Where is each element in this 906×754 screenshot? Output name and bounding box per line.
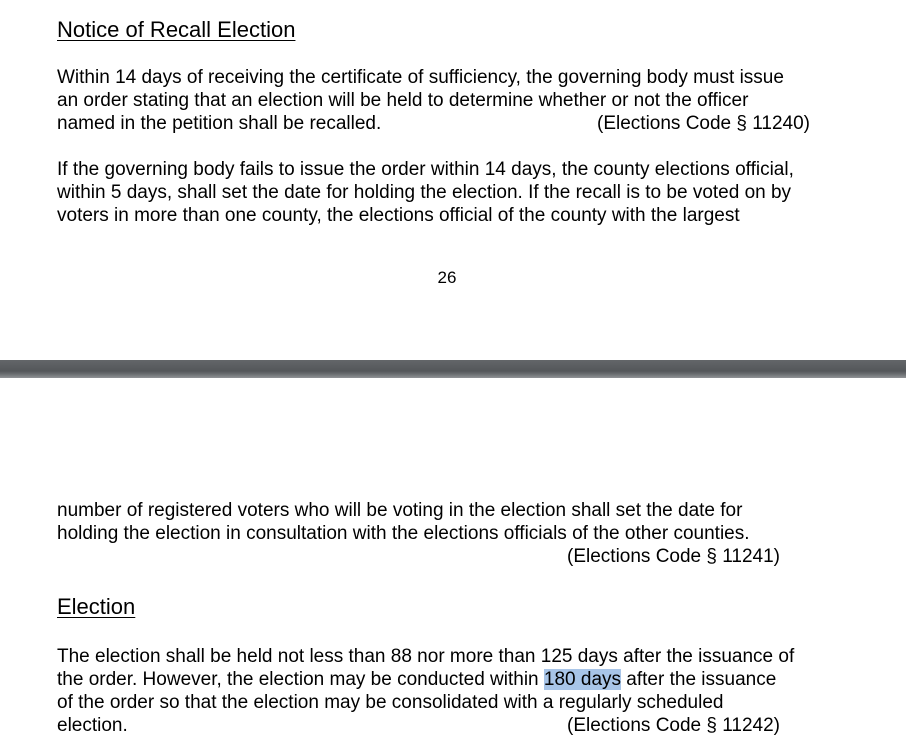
section-heading-election: Election (57, 594, 136, 619)
text-line: of the order so that the election may be consolidated with a regularly scheduled (57, 692, 724, 713)
text-line: number of registered voters who will be voting in the election shall set the date for (57, 500, 743, 521)
text-line: Within 14 days of receiving the certificate of sufficiency, the governing body must issue (57, 67, 784, 88)
text-line (57, 668, 847, 691)
text-line: If the governing body fails to issue the order within 14 days, the county elections official, (57, 159, 794, 180)
citation-elections-code-11240: (Elections Code § 11240) (597, 113, 810, 134)
citation-elections-code-11242: (Elections Code § 11242) (567, 715, 780, 736)
text-line: election. (57, 715, 128, 736)
paragraph-certificate-of-sufficiency (57, 66, 847, 135)
text-line: named in the petition shall be recalled. (57, 113, 382, 134)
page-number: 26 (437, 268, 457, 287)
paragraph-election-timing (57, 645, 847, 737)
citation-elections-code-11241: (Elections Code § 11241) (567, 546, 780, 567)
text-line: within 5 days, shall set the date for holding the election. If the recall is to be voted on by (57, 182, 792, 203)
text-segment: after the issuance (621, 669, 777, 690)
page-separator (0, 360, 906, 378)
text-line: voters in more than one county, the elections official of the county with the largest (57, 205, 740, 226)
text-line: The election shall be held not less than 88 nor more than 125 days after the issuance of (57, 646, 795, 667)
document-page-27 (0, 378, 906, 754)
text-line: holding the election in consultation with the elections officials of the other counties. (57, 523, 750, 544)
paragraph-continued-registered-voters (57, 499, 847, 567)
paragraph-governing-body-fails (57, 158, 847, 227)
section-heading-notice-of-recall-election: Notice of Recall Election (57, 17, 296, 42)
text-selection-highlight[interactable]: 180 days (543, 669, 622, 690)
text-segment: the order. However, the election may be conducted within (57, 669, 544, 690)
document-page-26 (0, 0, 906, 360)
text-line: an order stating that an election will be held to determine whether or not the officer (57, 90, 749, 111)
